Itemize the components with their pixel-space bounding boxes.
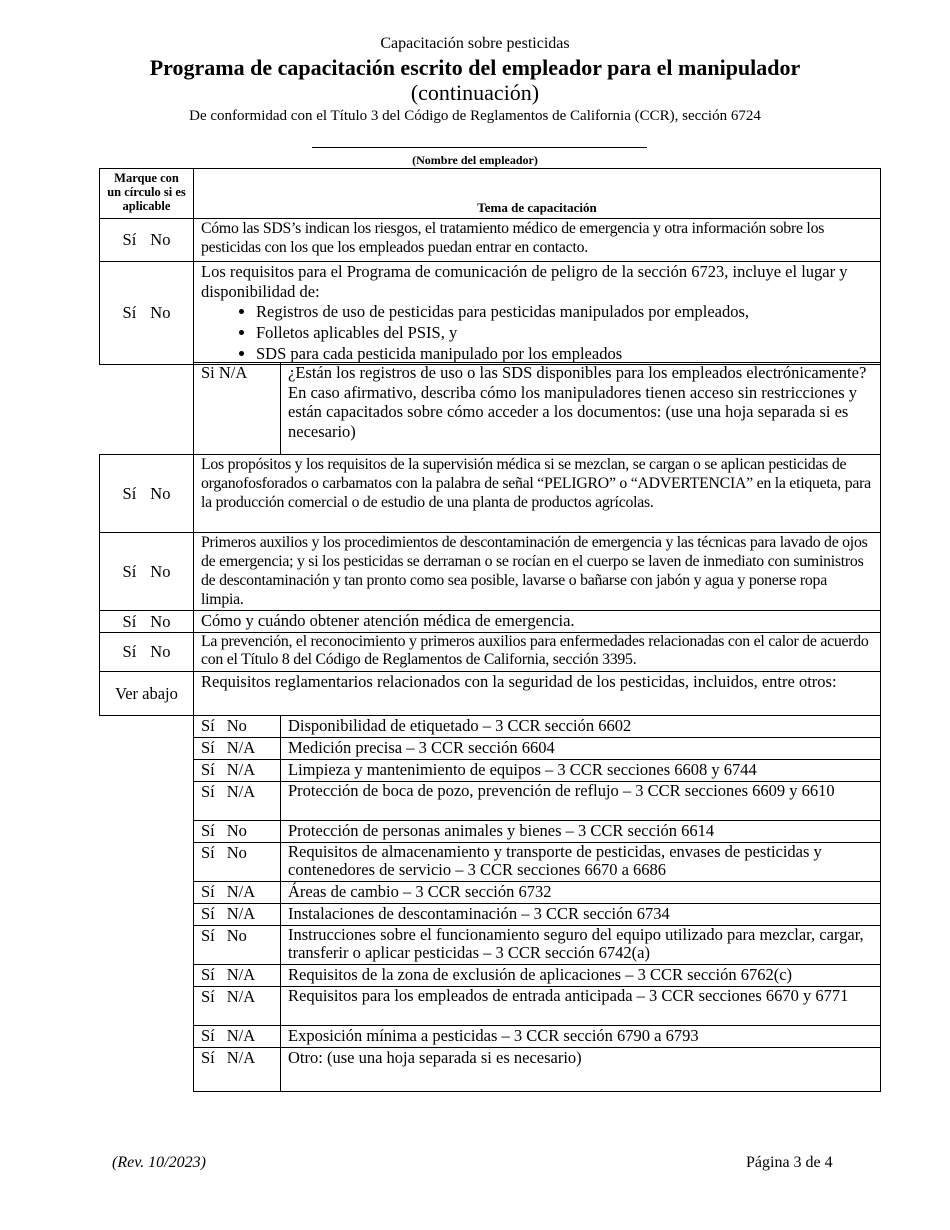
yes-option[interactable]: Sí — [201, 760, 215, 779]
yes-option[interactable]: Sí — [201, 782, 215, 801]
continued-label: (continuación) — [410, 80, 540, 105]
yes-option[interactable]: Sí — [201, 716, 215, 735]
list-item: • Registros de uso de pesticidas para pesticidas manipulados por empleados, — [256, 301, 873, 322]
yes-no-options[interactable] — [194, 882, 281, 904]
na-option[interactable]: N/A — [226, 760, 256, 779]
na-option[interactable]: N/A — [226, 1026, 256, 1045]
yes-no-options[interactable] — [194, 843, 281, 882]
yes-option[interactable]: Sí — [122, 561, 137, 581]
table-row — [194, 782, 881, 821]
yes-option[interactable]: Sí — [201, 987, 215, 1006]
form-subtitle: Capacitación sobre pesticidas — [380, 35, 570, 52]
table-row — [194, 882, 881, 904]
table-row — [194, 1048, 881, 1092]
table-row — [194, 843, 881, 882]
topic-text: ¿Están los registros de uso o las SDS disponibles para los empleados electrónicamente? En caso afirmativo, describa cómo los manipuladores tienen acceso sin restricciones y están capacitados sobre cómo acceder a los documentos: (use una hoja separada si es necesario) — [281, 363, 881, 455]
no-option[interactable]: No — [150, 483, 171, 503]
yes-option[interactable]: Sí — [122, 483, 137, 503]
yes-option[interactable]: Sí — [201, 1048, 215, 1067]
na-option[interactable]: N/A — [226, 987, 256, 1006]
yes-option[interactable]: Sí — [201, 882, 215, 901]
table-row — [194, 363, 881, 455]
page-number: Página 3 de 4 — [746, 1154, 833, 1171]
no-option[interactable]: No — [226, 716, 247, 735]
no-option[interactable]: No — [226, 843, 247, 862]
na-option[interactable]: N/A — [226, 1048, 256, 1067]
requirement-text: Exposición mínima a pesticidas – 3 CCR sección 6790 a 6793 — [281, 1026, 881, 1048]
requirement-text: Protección de personas animales y bienes – 3 CCR sección 6614 — [281, 821, 881, 843]
requirement-text: Protección de boca de pozo, prevención de reflujo – 3 CCR secciones 6609 y 6610 — [281, 782, 881, 821]
yes-no-options[interactable] — [100, 533, 194, 611]
no-option[interactable]: No — [150, 303, 171, 323]
table-row — [100, 533, 881, 611]
revision-label: (Rev. 10/2023) — [112, 1154, 206, 1171]
yes-option[interactable]: Sí — [122, 611, 137, 631]
requirement-text: Áreas de cambio – 3 CCR sección 6732 — [281, 882, 881, 904]
topic-text: Primeros auxilios y los procedimientos de descontaminación de emergencia y las técnicas para lavado de ojos de emergencia; y si los pesticidas se derraman o se rocían en el cuerpo se laven de inmediato con suministros de descontaminación y tan pronto como sea posible, lavarse o bañarse con jabón y agua y ponerse ropa limpia. — [194, 533, 881, 611]
yes-option[interactable]: Sí — [201, 904, 215, 923]
no-option[interactable]: No — [150, 230, 171, 250]
table-row — [100, 633, 881, 672]
table-row — [194, 926, 881, 965]
table-row — [194, 1026, 881, 1048]
requirement-text: Medición precisa – 3 CCR sección 6604 — [281, 738, 881, 760]
no-option[interactable]: No — [226, 926, 247, 945]
yes-no-options[interactable] — [194, 926, 281, 965]
yes-na-options[interactable]: Si N/A — [194, 363, 281, 455]
yes-no-options[interactable] — [100, 455, 194, 533]
na-option[interactable]: N/A — [226, 738, 256, 757]
topic-text: Los requisitos para el Programa de comunicación de peligro de la sección 6723, incluye el lugar y disponibilidad de: — [201, 262, 848, 301]
yes-option[interactable]: Sí — [201, 926, 215, 945]
no-option[interactable]: No — [150, 611, 171, 631]
yes-option[interactable]: Sí — [122, 230, 137, 250]
na-option[interactable]: N/A — [226, 882, 256, 901]
column-header-topic: Tema de capacitación — [194, 169, 881, 219]
yes-no-options[interactable] — [194, 782, 281, 821]
requirement-text: Limpieza y mantenimiento de equipos – 3 CCR secciones 6608 y 6744 — [281, 760, 881, 782]
table-row — [194, 904, 881, 926]
table-row — [194, 716, 881, 738]
yes-no-options[interactable] — [194, 716, 281, 738]
yes-no-options[interactable] — [194, 821, 281, 843]
table-row — [100, 262, 881, 365]
topic-cell — [194, 262, 881, 365]
yes-no-options[interactable] — [194, 1048, 281, 1092]
list-item: • SDS para cada pesticida manipulado por los empleados — [256, 343, 873, 364]
yes-option[interactable]: Sí — [201, 843, 215, 862]
topic-text: Los propósitos y los requisitos de la supervisión médica si se mezclan, se cargan o se aplican pesticidas de organofosforados o carbamatos con la palabra de señal “PELIGRO” o “ADVERTENCIA” en la etiqueta, para la producción comercial o de estudio de una planta de productos agrícolas. — [194, 455, 881, 533]
table-row — [100, 611, 881, 633]
table-row — [100, 672, 881, 716]
na-option[interactable]: N/A — [226, 904, 256, 923]
requirement-text: Instalaciones de descontaminación – 3 CCR sección 6734 — [281, 904, 881, 926]
training-table-top — [99, 168, 881, 365]
yes-no-options[interactable] — [194, 987, 281, 1026]
column-header-circle: Marque con un círculo si es aplicable — [100, 169, 194, 219]
na-option[interactable]: N/A — [226, 782, 256, 801]
employer-name-field[interactable] — [312, 147, 647, 148]
yes-option[interactable]: Sí — [201, 1026, 215, 1045]
table-row — [100, 455, 881, 533]
topic-text: Requisitos reglamentarios relacionados con la seguridad de los pesticidas, incluidos, entre otros: — [194, 672, 881, 716]
list-item: • Folletos aplicables del PSIS, y — [256, 322, 873, 343]
table-row — [194, 965, 881, 987]
table-row — [100, 219, 881, 262]
yes-no-options[interactable] — [194, 965, 281, 987]
topic-text: Cómo y cuándo obtener atención médica de emergencia. — [194, 611, 881, 633]
see-below-label: Ver abajo — [100, 672, 194, 716]
yes-no-options[interactable] — [100, 262, 194, 365]
yes-no-options[interactable] — [100, 219, 194, 262]
bullet-list — [201, 301, 873, 364]
yes-option[interactable]: Sí — [201, 738, 215, 757]
regulatory-items-table — [193, 715, 881, 1092]
yes-no-options[interactable] — [194, 738, 281, 760]
yes-option[interactable]: Sí — [122, 642, 137, 662]
training-table-middle — [99, 454, 881, 716]
yes-no-options[interactable] — [194, 904, 281, 926]
yes-no-options[interactable] — [100, 633, 194, 672]
no-option[interactable]: No — [226, 821, 247, 840]
requirement-text: Disponibilidad de etiquetado – 3 CCR sección 6602 — [281, 716, 881, 738]
regulation-reference: De conformidad con el Título 3 del Código de Reglamentos de California (CCR), sección 6724 — [189, 108, 761, 124]
no-option[interactable]: No — [150, 561, 171, 581]
table-row — [194, 987, 881, 1026]
yes-option[interactable]: Sí — [122, 303, 137, 323]
yes-option[interactable]: Sí — [201, 965, 215, 984]
topic-text: La prevención, el reconocimiento y primeros auxilios para enfermedades relacionadas con el calor de acuerdo con el Título 8 del Código de Reglamentos de California, sección 3395. — [194, 633, 881, 672]
requirement-text: Requisitos de la zona de exclusión de aplicaciones – 3 CCR sección 6762(c) — [281, 965, 881, 987]
requirement-text: Requisitos de almacenamiento y transporte de pesticidas, envases de pesticidas y contenedores de servicio – 3 CCR secciones 6670 a 6686 — [281, 843, 881, 882]
no-option[interactable]: No — [150, 642, 171, 662]
requirement-text: Otro: (use una hoja separada si es necesario) — [281, 1048, 881, 1092]
table-header-row — [100, 169, 881, 219]
table-row — [194, 760, 881, 782]
requirement-text: Requisitos para los empleados de entrada anticipada – 3 CCR secciones 6670 y 6771 — [281, 987, 881, 1026]
yes-no-options[interactable] — [194, 1026, 281, 1048]
table-row — [194, 821, 881, 843]
yes-option[interactable]: Sí — [201, 821, 215, 840]
topic-text: Cómo las SDS’s indican los riesgos, el tratamiento médico de emergencia y otra información sobre los pesticidas con los que los empleados puedan entrar en contacto. — [194, 219, 881, 262]
na-option[interactable]: N/A — [226, 965, 256, 984]
table-row — [194, 738, 881, 760]
yes-no-options[interactable] — [194, 760, 281, 782]
requirement-text: Instrucciones sobre el funcionamiento seguro del equipo utilizado para mezclar, cargar, transferir o aplicar pesticidas – 3 CCR sección 6742(a) — [281, 926, 881, 965]
electronic-records-table — [193, 362, 881, 455]
yes-no-options[interactable] — [100, 611, 194, 633]
employer-name-label: (Nombre del empleador) — [412, 153, 538, 167]
form-title: Programa de capacitación escrito del empleador para el manipulador — [149, 55, 801, 80]
